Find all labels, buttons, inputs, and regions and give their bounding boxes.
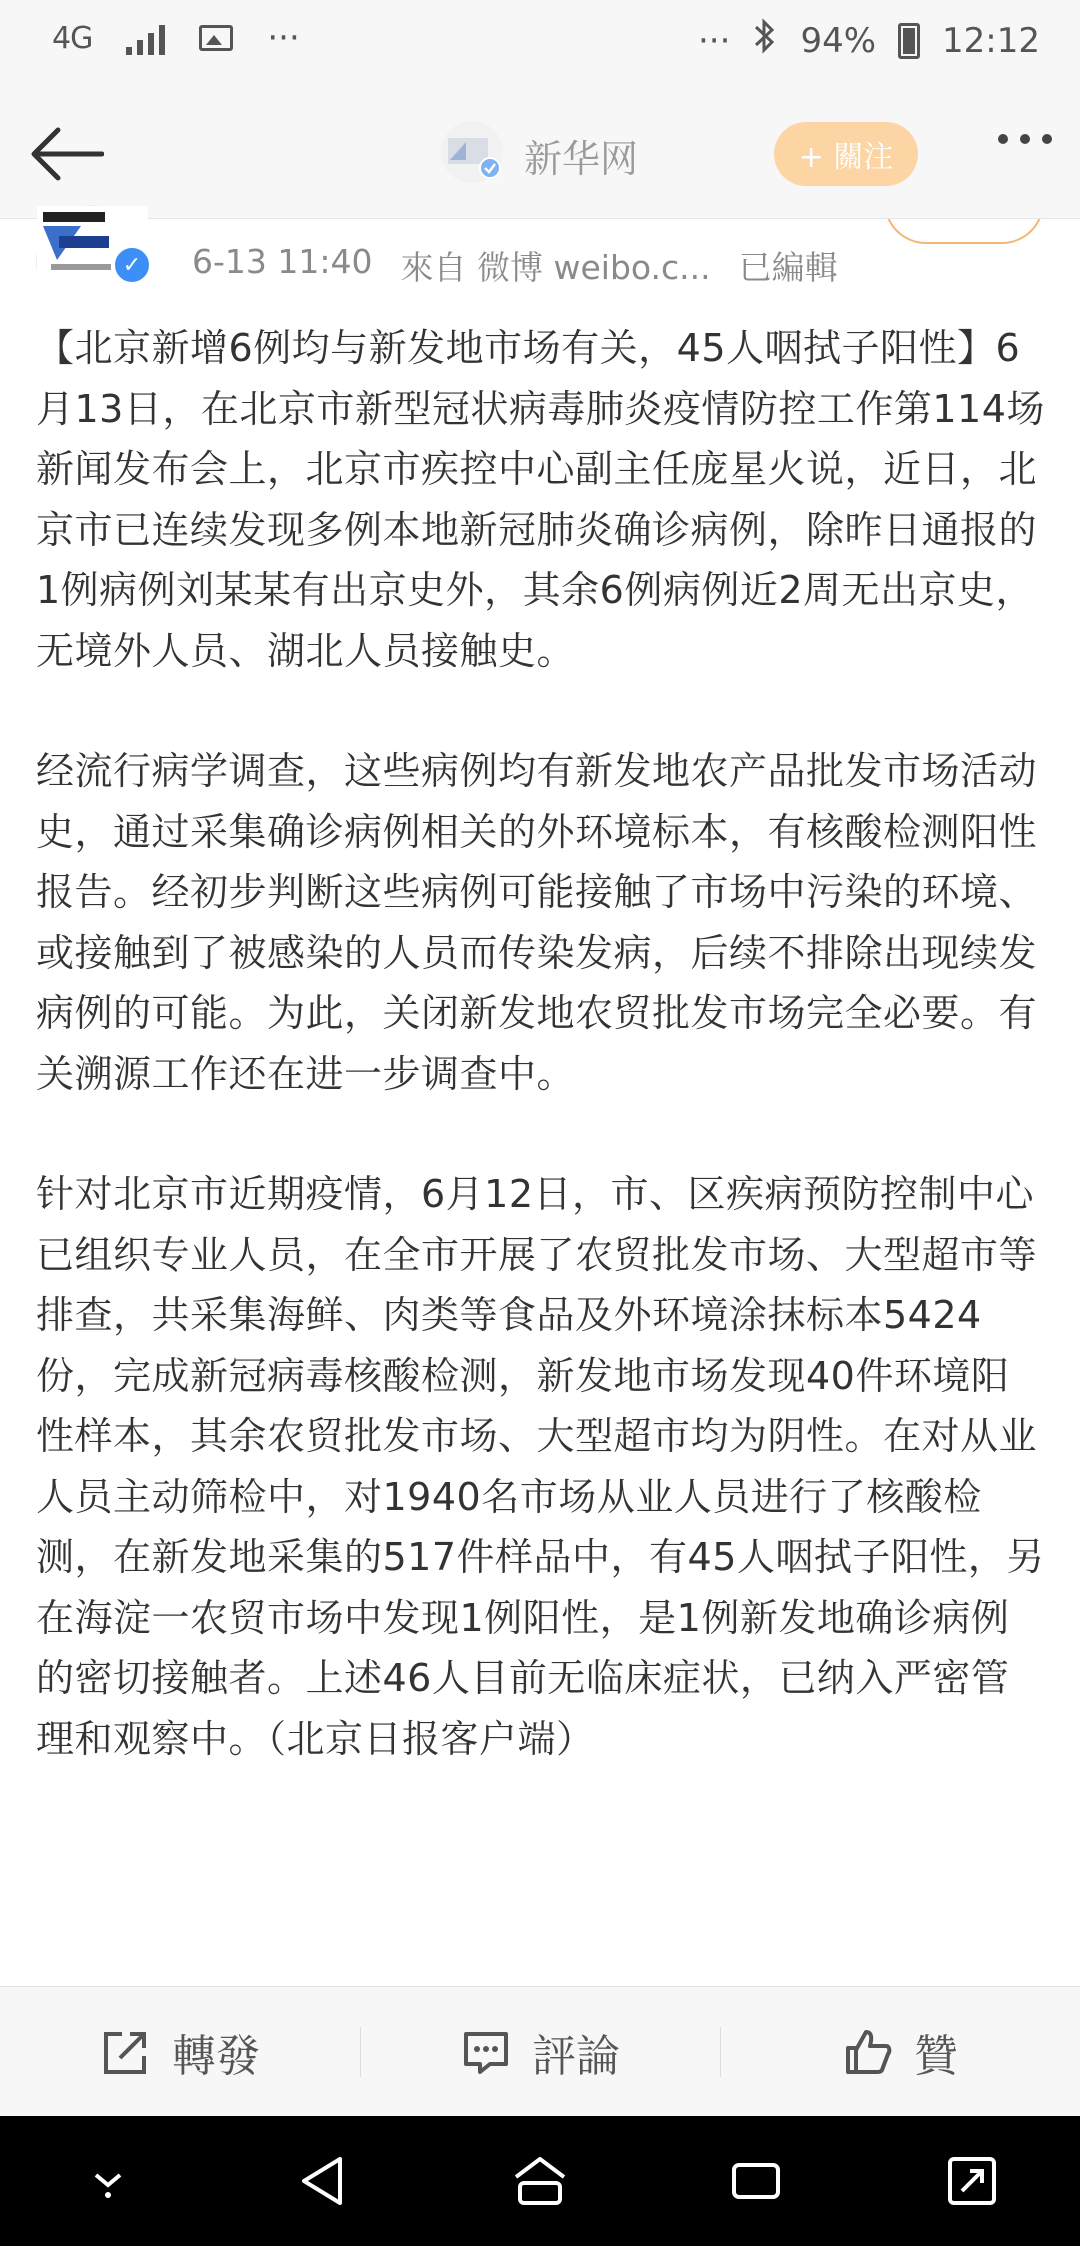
comment-icon [460, 2026, 512, 2078]
nav-home-button[interactable] [495, 2136, 585, 2226]
nav-hide-button[interactable] [63, 2136, 153, 2226]
back-arrow-icon [28, 124, 104, 184]
bluetooth-icon [752, 18, 778, 63]
clock: 12:12 [942, 20, 1040, 61]
verified-badge-icon: ✓ [112, 245, 152, 285]
post-meta [192, 242, 838, 289]
repost-label: 轉發 [172, 2031, 260, 2082]
comment-label: 評論 [532, 2031, 620, 2082]
status-more-dots: ··· [267, 18, 300, 58]
xinhua-logo-icon [440, 120, 504, 184]
post-paragraph: 针对北京市近期疫情，6月12日，市、区疾病预防控制中心已组织专业人员，在全市开展了农贸批发市场、大型超市等排查，共采集海鲜、肉类等食品及外环境涂抹标本5424份，完成新冠病毒核酸检测，新发地市场发现40件环境阳性样本，其余农贸批发市场、大型超市均为阴性。在对从业人员主动筛检中，对1940名市场从业人员进行了核酸检测，在新发地采集的517件样品中，有45人咽拭子阳性，另在海淀一农贸市场中发现1例阳性，是1例新发地确诊病例的密切接触者。上述46人目前无临床症状，已纳入严密管理和观察中。（北京日报客户端） [36, 1172, 1045, 1761]
nav-expand-button[interactable] [927, 2136, 1017, 2226]
action-bar [0, 1986, 1080, 2117]
repost-button[interactable] [0, 1987, 360, 2117]
image-notification-icon [199, 25, 233, 51]
follow-button[interactable]: + 關注 [774, 122, 918, 186]
thumbs-up-icon [842, 2026, 894, 2078]
post-source[interactable]: 來自 微博 weibo.c... [400, 248, 711, 287]
battery-icon [898, 23, 920, 59]
post-paragraph: 【北京新增6例均与新发地市场有关，45人咽拭子阳性】6月13日，在北京市新型冠状病毒肺炎疫情防控工作第114场新闻发布会上，北京市疾控中心副主任庞星火说，近日，北京市已连续发现多例本地新冠肺炎确诊病例，除昨日通报的1例病例刘某某有出京史外，其余6例病例近2周无出京史，无境外人员、湖北人员接触史。 [36, 326, 1045, 673]
signal-icon [126, 21, 165, 55]
battery-percent: 94% [800, 20, 877, 61]
like-label: 贊 [914, 2031, 958, 2082]
dot-icon [1020, 134, 1030, 144]
account-name[interactable]: 新华网 [524, 137, 639, 181]
post-paragraph: 经流行病学调查，这些病例均有新发地农产品批发市场活动史，通过采集确诊病例相关的外环境标本，有核酸检测阳性报告。经初步判断这些病例可能接触了市场中污染的环境、或接触到了被感染的人员而传染发病，后续不排除出现续发病例的可能。为此，关闭新发地农贸批发市场完全必要。有关溯源工作还在进一步调查中。 [36, 749, 1038, 1096]
edited-label[interactable]: 已編輯 [738, 248, 838, 287]
share-icon [100, 2026, 152, 2078]
dot-icon [998, 134, 1008, 144]
comment-button[interactable] [360, 1987, 720, 2117]
network-type: 4G [52, 20, 93, 56]
dot-icon [1042, 134, 1052, 144]
status-bar [0, 0, 1080, 90]
post-time: 6-13 11:40 [192, 242, 373, 281]
post-content [36, 318, 1046, 1986]
system-navigation-bar [0, 2116, 1080, 2246]
nav-back-button[interactable] [279, 2136, 369, 2226]
recents-icon [726, 2151, 786, 2211]
back-button[interactable] [24, 114, 108, 194]
nav-recents-button[interactable] [711, 2136, 801, 2226]
expand-icon [942, 2151, 1002, 2211]
chevron-down-icon [78, 2151, 138, 2211]
top-header [0, 90, 1080, 219]
home-icon [510, 2151, 570, 2211]
back-triangle-icon [294, 2151, 354, 2211]
more-options-button[interactable] [998, 134, 1052, 144]
like-button[interactable] [720, 1987, 1080, 2117]
status-more-dots-right: ··· [698, 20, 731, 61]
